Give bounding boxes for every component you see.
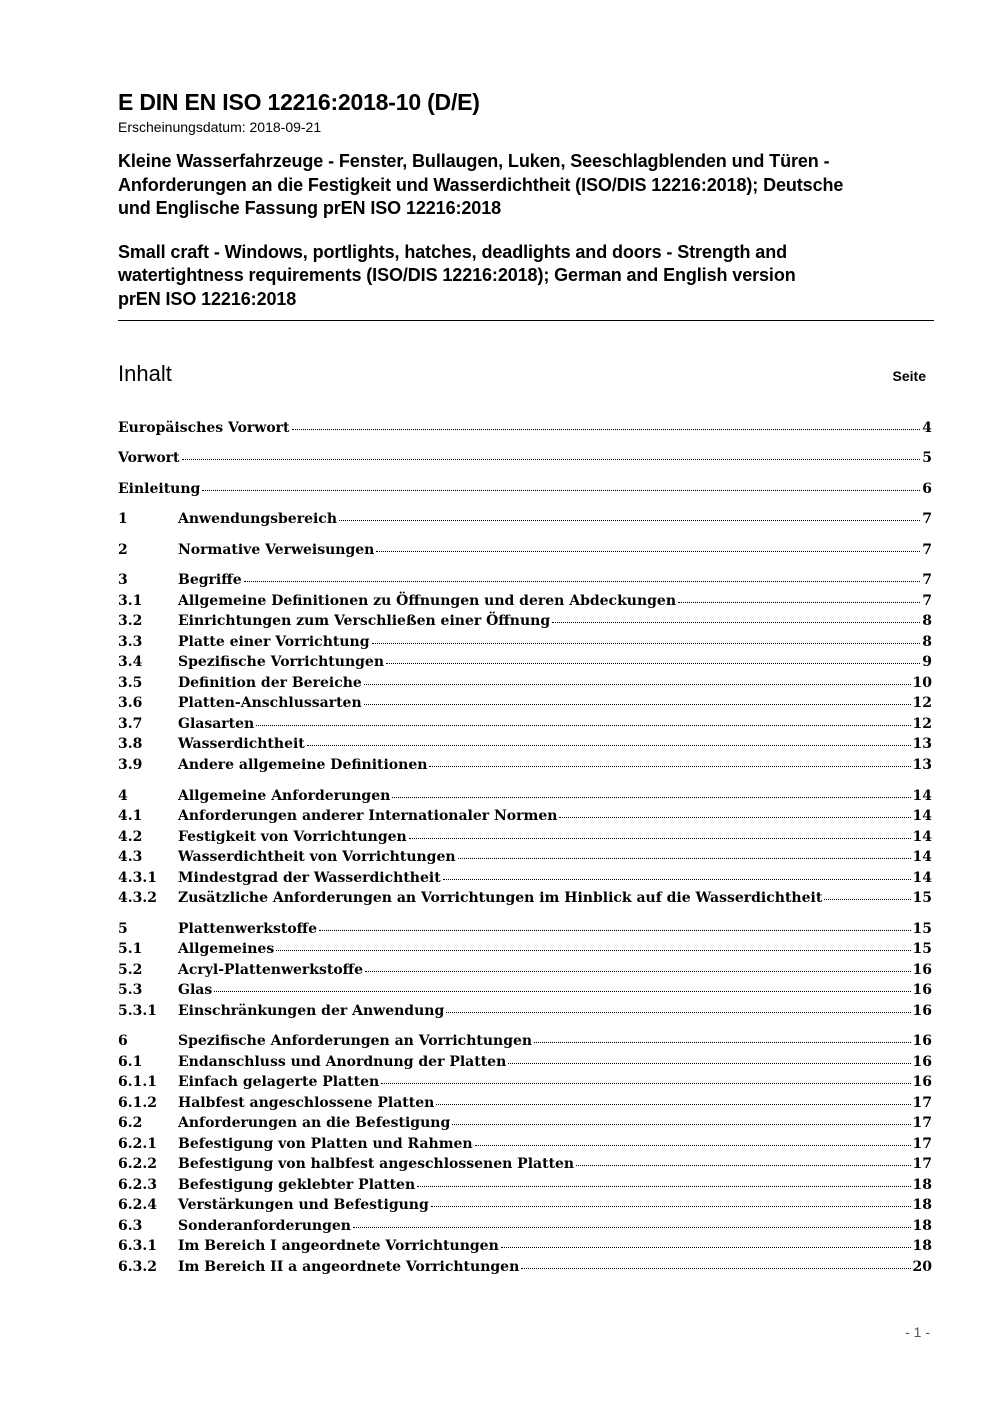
toc-leader-dots [508, 1063, 910, 1064]
toc-entry[interactable] [118, 673, 932, 693]
toc-entry-title: Befestigung von Platten und Rahmen [178, 1136, 473, 1152]
toc-entry-page: 7 [922, 572, 932, 588]
toc-entry-page: 14 [912, 808, 932, 824]
publication-date: Erscheinungsdatum: 2018-09-21 [118, 119, 322, 135]
toc-entry[interactable] [118, 980, 932, 1000]
toc-entry[interactable] [118, 806, 932, 826]
toc-entry-page: 5 [922, 450, 932, 466]
title-german-line: und Englische Fassung prEN ISO 12216:2018 [118, 198, 502, 218]
toc-entry-page: 4 [922, 420, 932, 436]
toc-entry[interactable] [118, 632, 932, 652]
toc-leader-dots [202, 490, 920, 491]
toc-entry[interactable] [118, 540, 932, 560]
toc-entry-page: 16 [912, 962, 932, 978]
toc-leader-dots [292, 429, 921, 430]
toc-page-label: Seite [892, 368, 926, 384]
toc-entry-page: 14 [912, 870, 932, 886]
toc-entry-number: 6.2.4 [118, 1197, 157, 1213]
toc-entry[interactable] [118, 1154, 932, 1174]
toc-entry-page: 10 [912, 675, 932, 691]
document-id: E DIN EN ISO 12216:2018-10 (D/E) [118, 89, 480, 115]
toc-entry[interactable] [118, 1001, 932, 1021]
toc-leader-dots [576, 1165, 910, 1166]
toc-entry-title: Allgemeines [178, 941, 275, 957]
toc-leader-dots [276, 950, 910, 951]
toc-entry[interactable] [118, 693, 932, 713]
toc-entry-title: Verstärkungen und Befestigung [178, 1197, 429, 1213]
toc-entry-page: 12 [912, 716, 932, 732]
toc-entry-page: 12 [912, 695, 932, 711]
document-header [118, 88, 934, 311]
toc-leader-dots [559, 817, 910, 818]
toc-entry-title: Endanschluss und Anordnung der Platten [178, 1054, 507, 1070]
toc-heading [118, 360, 926, 388]
toc-entry-number: 4.2 [118, 829, 143, 845]
toc-entry-page: 15 [912, 921, 932, 937]
toc-entry-page: 7 [922, 593, 932, 609]
toc-entry-page: 6 [922, 481, 932, 497]
toc-leader-dots [446, 1012, 910, 1013]
toc-entry[interactable] [118, 448, 932, 468]
toc-entry-title: Acryl-Plattenwerkstoffe [178, 962, 364, 978]
toc-entry-page: 17 [912, 1115, 932, 1131]
toc-entry-page: 7 [922, 511, 932, 527]
toc-entry[interactable] [118, 1134, 932, 1154]
toc-entry-title: Platte einer Vorrichtung [178, 634, 370, 650]
toc-entry-title: Glasarten [178, 716, 255, 732]
toc-entry-number: 5.2 [118, 962, 143, 978]
toc-leader-dots [244, 581, 921, 582]
toc-entry-page: 18 [912, 1218, 932, 1234]
toc-entry[interactable] [118, 919, 932, 939]
toc-leader-dots [319, 930, 910, 931]
toc-entry-page: 16 [912, 1054, 932, 1070]
toc-entry[interactable] [118, 1175, 932, 1195]
toc-leader-dots [521, 1268, 910, 1269]
toc-entry-title: Europäisches Vorwort [118, 420, 290, 436]
toc-entry-number: 6.2.3 [118, 1177, 157, 1193]
toc-entry[interactable] [118, 1072, 932, 1092]
toc-title: Inhalt [118, 361, 172, 386]
toc-entry-page: 17 [912, 1156, 932, 1172]
toc-entry-page: 14 [912, 849, 932, 865]
toc-entry-page: 13 [912, 736, 932, 752]
title-german-line: Anforderungen an die Festigkeit und Wasserdichtheit (ISO/DIS 12216:2018); Deutsche [118, 174, 844, 195]
toc-entry-page: 16 [912, 1033, 932, 1049]
toc-leader-dots [365, 971, 910, 972]
toc-entry-number: 4 [118, 788, 128, 804]
toc-leader-dots [256, 725, 910, 726]
toc-leader-dots [534, 1042, 910, 1043]
toc-entry-page: 16 [912, 982, 932, 998]
toc-leader-dots [372, 643, 921, 644]
toc-leader-dots [381, 1083, 910, 1084]
toc-leader-dots [392, 797, 910, 798]
toc-entry-title: Anwendungsbereich [178, 511, 337, 527]
toc-entry-title: Spezifische Anforderungen an Vorrichtungen [178, 1033, 533, 1049]
toc-entry-number: 3.3 [118, 634, 143, 650]
toc-entry-number: 3.8 [118, 736, 143, 752]
toc-leader-dots [678, 602, 920, 603]
toc-entry-page: 18 [912, 1238, 932, 1254]
toc-leader-dots [386, 663, 920, 664]
toc-entry-title: Im Bereich II a angeordnete Vorrichtungen [178, 1259, 520, 1275]
toc-entry-title: Begriffe [178, 572, 242, 588]
toc-leader-dots [501, 1247, 911, 1248]
toc-entry[interactable] [118, 847, 932, 867]
toc-entry-page: 17 [912, 1095, 932, 1111]
toc-entry-title: Einschränkungen der Anwendung [178, 1003, 445, 1019]
toc-entry-title: Wasserdichtheit [178, 736, 305, 752]
toc-entry-number: 3.2 [118, 613, 143, 629]
toc-entry-number: 3.4 [118, 654, 143, 670]
toc-entry-title: Halbfest angeschlossene Platten [178, 1095, 435, 1111]
toc-entry-number: 4.3 [118, 849, 143, 865]
toc-entry[interactable] [118, 714, 932, 734]
toc-entry[interactable] [118, 939, 932, 959]
toc-entry[interactable] [118, 1052, 932, 1072]
toc-leader-dots [436, 1104, 910, 1105]
toc-entry-number: 6 [118, 1033, 128, 1049]
toc-leader-dots [376, 551, 920, 552]
toc-entry-title: Definition der Bereiche [178, 675, 362, 691]
toc-entry[interactable] [118, 786, 932, 806]
toc-entry-title: Wasserdichtheit von Vorrichtungen [178, 849, 456, 865]
toc-entry[interactable] [118, 1093, 932, 1113]
toc-entry-number: 5.1 [118, 941, 143, 957]
toc-entry-page: 18 [912, 1177, 932, 1193]
toc-leader-dots [339, 520, 920, 521]
toc-entry-title: Andere allgemeine Definitionen [178, 757, 428, 773]
toc-entry-page: 20 [912, 1259, 932, 1275]
toc-leader-dots [364, 684, 911, 685]
toc-entry-page: 13 [912, 757, 932, 773]
toc-entry-title: Spezifische Vorrichtungen [178, 654, 385, 670]
toc-entry[interactable] [118, 591, 932, 611]
toc-entry-page: 18 [912, 1197, 932, 1213]
toc-entry[interactable] [118, 509, 932, 529]
toc-leader-dots [429, 766, 910, 767]
toc-entry-title: Anforderungen anderer Internationaler Normen [178, 808, 558, 824]
toc-entry-number: 6.1.1 [118, 1074, 157, 1090]
toc-entry-page: 16 [912, 1003, 932, 1019]
toc-entry-title: Einleitung [118, 481, 201, 497]
toc-entry-title: Allgemeine Anforderungen [178, 788, 391, 804]
toc-entry-number: 6.3.2 [118, 1259, 157, 1275]
title-german [118, 150, 934, 221]
toc-entry-title: Plattenwerkstoffe [178, 921, 318, 937]
toc-leader-dots [443, 879, 911, 880]
toc-entry-number: 3.9 [118, 757, 143, 773]
title-english-line: prEN ISO 12216:2018 [118, 288, 297, 309]
toc-entry[interactable] [118, 611, 932, 631]
toc-leader-dots [182, 459, 921, 460]
toc-entry-number: 5.3.1 [118, 1003, 157, 1019]
toc-entry[interactable] [118, 1236, 932, 1256]
toc-entry-page: 15 [912, 941, 932, 957]
toc-entry[interactable] [118, 1113, 932, 1133]
toc-entry-title: Platten-Anschlussarten [178, 695, 362, 711]
toc-entry-number: 3.5 [118, 675, 143, 691]
toc-entry-number: 6.2 [118, 1115, 143, 1131]
toc-entry-number: 5.3 [118, 982, 143, 998]
toc-entry-number: 3 [118, 572, 128, 588]
toc-leader-dots [431, 1206, 911, 1207]
toc-entry[interactable] [118, 652, 932, 672]
toc-entry[interactable] [118, 888, 932, 908]
toc-entry-page: 15 [912, 890, 932, 906]
page-number: - 1 - [905, 1324, 930, 1340]
toc-leader-dots [307, 745, 911, 746]
toc-entry-page: 17 [912, 1136, 932, 1152]
toc-entry-number: 1 [118, 511, 128, 527]
toc-entry-number: 3.1 [118, 593, 143, 609]
toc-leader-dots [552, 622, 920, 623]
toc-leader-dots [417, 1186, 910, 1187]
toc-entry-page: 8 [922, 613, 932, 629]
toc-leader-dots [475, 1145, 911, 1146]
toc-entry-title: Anforderungen an die Befestigung [178, 1115, 451, 1131]
toc-entry-number: 3.6 [118, 695, 143, 711]
toc-entry-number: 2 [118, 542, 128, 558]
toc-entry-page: 9 [922, 654, 932, 670]
toc-entry-page: 7 [922, 542, 932, 558]
title-english-line: Small craft - Windows, portlights, hatches, deadlights and doors - Strength and [118, 241, 787, 262]
toc-leader-dots [409, 838, 911, 839]
toc-entry-number: 6.1 [118, 1054, 143, 1070]
toc-entry[interactable] [118, 960, 932, 980]
toc-entry-title: Im Bereich I angeordnete Vorrichtungen [178, 1238, 499, 1254]
toc-entry-title: Allgemeine Definitionen zu Öffnungen und deren Abdeckungen [178, 593, 677, 609]
toc-entry[interactable] [118, 1195, 932, 1215]
toc-entry[interactable] [118, 868, 932, 888]
toc-entry-title: Zusätzliche Anforderungen an Vorrichtungen im Hinblick auf die Wasserdichtheit [178, 890, 823, 906]
toc-entry[interactable] [118, 1031, 932, 1051]
toc-entry-title: Einrichtungen zum Verschließen einer Öffnung [178, 613, 551, 629]
toc-entry-number: 6.3 [118, 1218, 143, 1234]
toc-entry-number: 4.3.1 [118, 870, 157, 886]
header-divider [118, 320, 934, 321]
toc-entry-title: Glas [178, 982, 213, 998]
toc-entry-title: Befestigung geklebter Platten [178, 1177, 416, 1193]
toc-entry[interactable] [118, 570, 932, 590]
toc-entry-number: 6.2.1 [118, 1136, 157, 1152]
title-german-line: Kleine Wasserfahrzeuge - Fenster, Bullaugen, Luken, Seeschlagblenden und Türen - [118, 151, 830, 171]
toc-entry[interactable] [118, 734, 932, 754]
toc-entry[interactable] [118, 755, 932, 775]
toc-entry-number: 5 [118, 921, 128, 937]
toc-entry[interactable] [118, 479, 932, 499]
toc-entry-title: Vorwort [118, 450, 180, 466]
toc-entry-number: 6.2.2 [118, 1156, 157, 1172]
toc-entry-title: Befestigung von halbfest angeschlossenen Platten [178, 1156, 575, 1172]
toc-entry-number: 4.3.2 [118, 890, 157, 906]
toc-entry-page: 16 [912, 1074, 932, 1090]
toc-entry-page: 8 [922, 634, 932, 650]
toc-entry-title: Einfach gelagerte Platten [178, 1074, 380, 1090]
toc-entry-page: 14 [912, 829, 932, 845]
toc-entry-number: 6.3.1 [118, 1238, 157, 1254]
toc-leader-dots [353, 1227, 911, 1228]
title-english [118, 241, 934, 312]
toc-entry-page: 14 [912, 788, 932, 804]
toc-entry[interactable] [118, 418, 932, 438]
toc-entry-title: Normative Verweisungen [178, 542, 375, 558]
toc-entry[interactable] [118, 1216, 932, 1236]
toc-entry-title: Sonderanforderungen [178, 1218, 351, 1234]
toc-leader-dots [214, 991, 910, 992]
toc-entry-number: 4.1 [118, 808, 143, 824]
title-english-line: watertightness requirements (ISO/DIS 12216:2018); German and English version [118, 265, 796, 285]
toc-entry-title: Mindestgrad der Wasserdichtheit [178, 870, 441, 886]
toc-entry[interactable] [118, 1257, 932, 1277]
toc-leader-dots [458, 858, 911, 859]
toc-leader-dots [364, 704, 911, 705]
toc-entry-number: 6.1.2 [118, 1095, 157, 1111]
toc-leader-dots [452, 1124, 910, 1125]
toc-leader-dots [824, 899, 910, 900]
toc-entry-number: 3.7 [118, 716, 143, 732]
toc-entry-title: Festigkeit von Vorrichtungen [178, 829, 407, 845]
toc-entry[interactable] [118, 827, 932, 847]
